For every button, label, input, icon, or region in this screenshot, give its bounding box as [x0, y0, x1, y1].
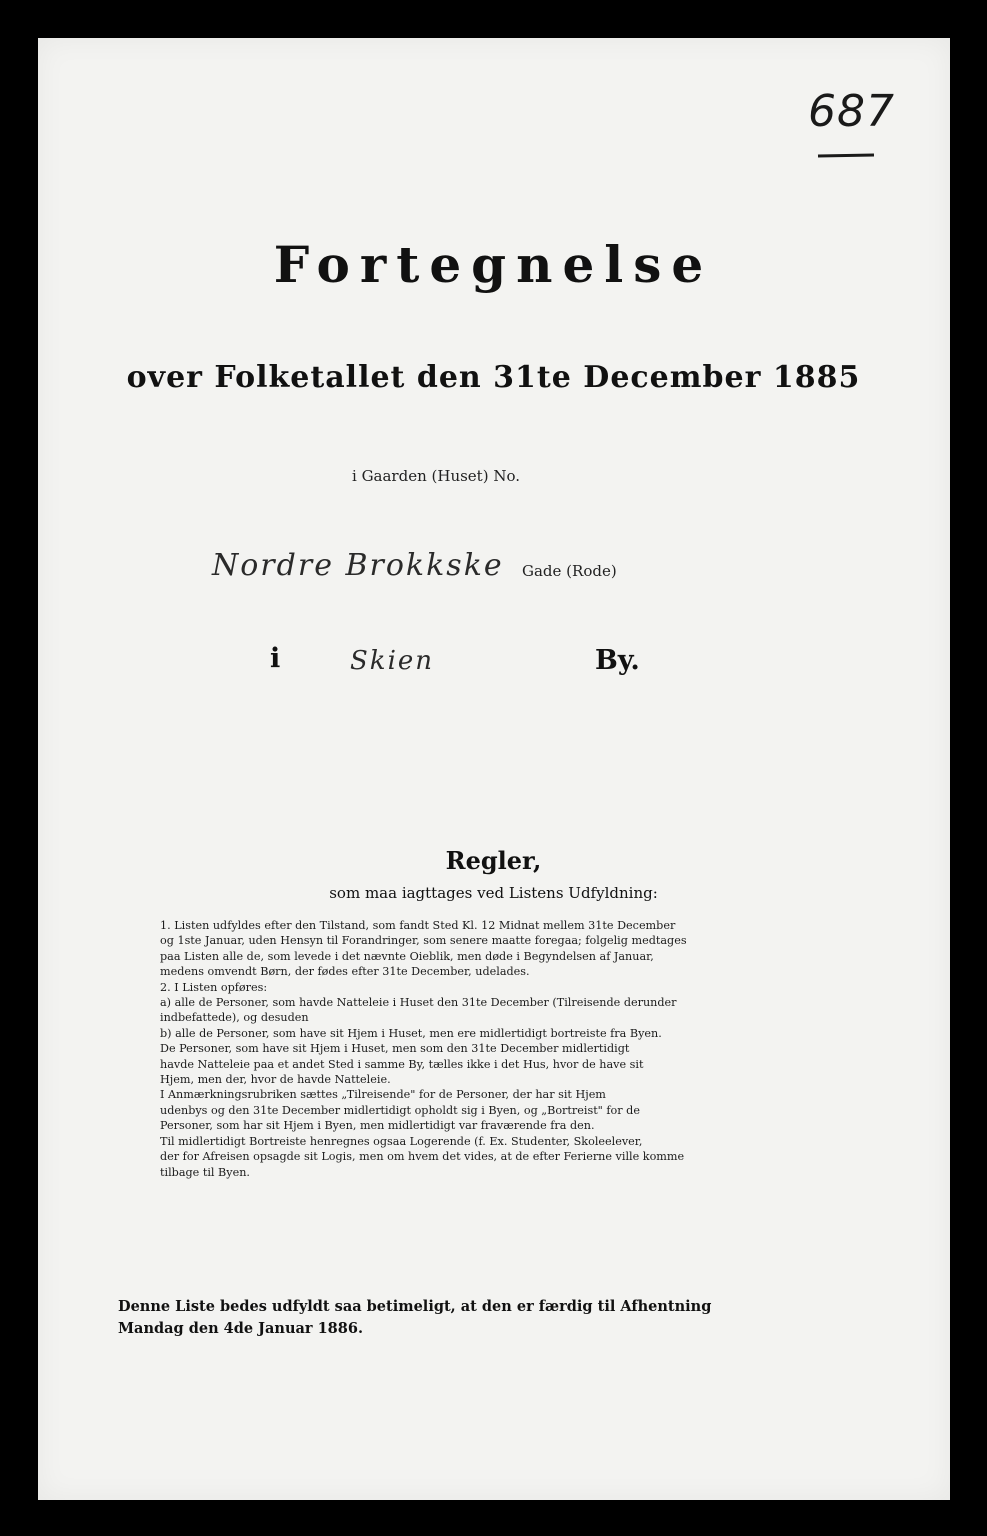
street-handwritten: Nordre Brokkske	[212, 548, 504, 583]
rule-line: tilbage til Byen.	[160, 1165, 250, 1179]
rule-line: Hjem, men der, hvor de havde Natteleie.	[160, 1073, 391, 1087]
address-line-label: i Gaarden (Huset) No.	[352, 467, 520, 485]
street-suffix-label: Gade (Rode)	[522, 562, 617, 580]
rule-line: a) alle de Personer, som havde Natteleie i Huset den 31te December (Tilreisende derunder	[160, 996, 677, 1010]
form-subtitle: over Folketallet den 31te December 1885	[126, 360, 861, 395]
rule-line: I Anmærkningsrubriken sættes „Tilreisende" for de Personer, der har sit Hjem	[160, 1088, 606, 1102]
town-handwritten: Skien	[350, 646, 435, 676]
rule-line: og 1ste Januar, uden Hensyn til Forandringer, som senere maatte foregaa; folgelig medtages	[160, 934, 687, 948]
rule-line: paa Listen alle de, som levede i det nævnte Oieblik, men døde i Begyndelsen af Januar,	[160, 949, 654, 963]
rule-line: medens omvendt Børn, der fødes efter 31te December, udelades.	[160, 965, 530, 979]
rule-line: udenbys og den 31te December midlertidigt opholdt sig i Byen, og „Bortreist" for de	[160, 1103, 640, 1117]
notice-line: Denne Liste bedes udfyldt saa betimeligt, at den er færdig til Afhentning	[118, 1298, 712, 1315]
rule-line: b) alle de Personer, som have sit Hjem i Huset, men ere midlertidigt bortreiste fra Byen.	[160, 1026, 662, 1040]
in-prefix: i	[270, 643, 281, 674]
folio-number: 687	[808, 86, 895, 137]
rule-line: Personer, som har sit Hjem i Byen, men midlertidigt var fraværende fra den.	[160, 1119, 595, 1133]
form-title: Fortegnelse	[273, 235, 714, 294]
pickup-notice	[118, 1296, 782, 1340]
town-suffix: By.	[595, 645, 640, 676]
rules-list	[160, 918, 782, 1180]
rule-line: 1. Listen udfyldes efter den Tilstand, som fandt Sted Kl. 12 Midnat mellem 31te December	[160, 919, 676, 932]
rule-line: indbefattede), og desuden	[160, 1011, 309, 1025]
rules-heading: Regler,	[445, 846, 542, 875]
rule-line: Til midlertidigt Bortreiste henregnes ogsaa Logerende (f. Ex. Studenter, Skoleelever,	[160, 1134, 643, 1148]
rule-line: der for Afreisen opsagde sit Logis, men om hvem det vides, at de efter Ferierne ville komme	[160, 1150, 685, 1164]
rules-subheading: som maa iagttages ved Listens Udfyldning:	[329, 884, 658, 902]
rule-line: De Personer, som have sit Hjem i Huset, men som den 31te December midlertidigt	[160, 1042, 630, 1056]
rule-line: 2. I Listen opføres:	[160, 980, 268, 994]
notice-line: Mandag den 4de Januar 1886.	[118, 1320, 363, 1337]
rule-line: havde Natteleie paa et andet Sted i samme By, tælles ikke i det Hus, hvor de have sit	[160, 1057, 644, 1071]
